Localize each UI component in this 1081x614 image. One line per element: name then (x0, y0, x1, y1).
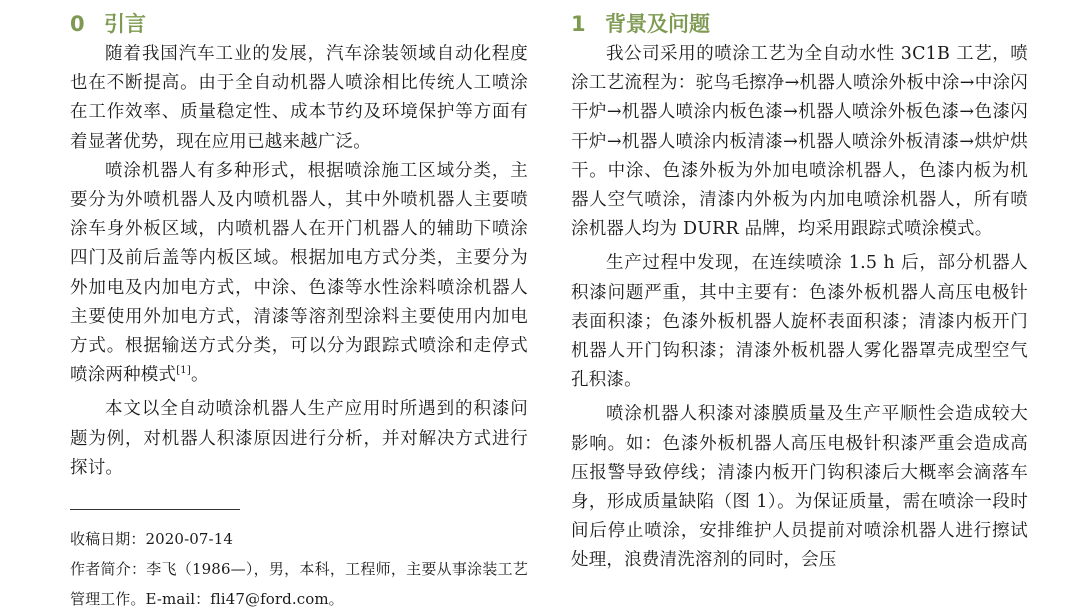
section-number: 1 (571, 12, 586, 36)
intro-paragraph-3: 本文以全自动喷涂机器人生产应用时所遇到的积漆问题为例，对机器人积漆原因进行分析，并对解决方式进行探讨。 (70, 399, 528, 478)
background-paragraph-2: 生产过程中发现，在连续喷涂 1.5 h 后，部分机器人积漆问题严重，其中主要有：色漆外板机器人高压电极针表面积漆；色漆外板机器人旋杯表面积漆；清漆内板开门机器人开门钩积漆；清漆外板机器人雾化器罩壳成型空气孔积漆。 (571, 253, 1028, 391)
citation-tail: 。 (190, 365, 209, 386)
section-heading-background (571, 8, 1028, 40)
section-heading-introduction (70, 8, 528, 40)
intro-paragraph-2-text: 喷涂机器人有多种形式，根据喷涂施工区域分类，主要分为外喷机器人及内喷机器人，其中外喷机器人主要喷涂车身外板区域，内喷机器人在开门机器人的辅助下喷涂四门及前后盖等内板区域。根据加电方式分类，主要分为外加电及内加电方式，中涂、色漆等水性涂料喷涂机器人主要使用外加电方式，清漆等溶剂型涂料主要使用内加电方式。根据输送方式分类，可以分为跟踪式喷涂和走停式喷涂两种模式 (70, 160, 528, 386)
background-paragraph-3: 喷涂机器人积漆对漆膜质量及生产平顺性会造成较大影响。如：色漆外板机器人高压电极针积漆严重会造成高压报警导致停线；清漆内板开门钩积漆后大概率会滴落车身，形成质量缺陷（图 1）。为保证质量，需在喷涂一段时间后停止喷涂，安排维护人员提前对喷涂机器人进行擦试处理，浪费清洗溶剂的同时，会压 (571, 404, 1028, 571)
footnote-received-date: 收稿日期：2020-07-14 (70, 530, 233, 549)
citation-marker: [1] (176, 365, 191, 377)
footnote-author-info: 作者简介：李飞（1986—），男，本科，工程师，主要从事涂装工艺管理工作。E-mail：fli47@ford.com。 (70, 560, 528, 609)
background-paragraph-1: 我公司采用的喷涂工艺为全自动水性 3C1B 工艺，喷涂工艺流程为：驼鸟毛擦净→机器人喷涂外板中涂→中涂闪干炉→机器人喷涂内板色漆→机器人喷涂外板色漆→色漆闪干炉→机器人喷涂内板清漆→机器人喷涂外板清漆→烘炉烘干。中涂、色漆外板为外加电喷涂机器人，色漆内板为机器人空气喷涂，清漆内外板为内加电喷涂机器人，所有喷涂机器人均为 DURR 品牌，均采用跟踪式喷涂模式。 (571, 44, 1028, 240)
left-column (70, 8, 528, 614)
section-number: 0 (70, 12, 85, 36)
section-title: 背景及问题 (605, 12, 710, 36)
section-title: 引言 (104, 12, 146, 36)
intro-paragraph-1: 随着我国汽车工业的发展，汽车涂装领域自动化程度也在不断提高。由于全自动机器人喷涂相比传统人工喷涂在工作效率、质量稳定性、成本节约及环境保护等方面有着显著优势，现在应用已越来越广泛。 (70, 44, 528, 152)
footnote-divider (70, 509, 240, 510)
right-column (571, 8, 1028, 576)
intro-paragraph-2 (70, 157, 528, 391)
